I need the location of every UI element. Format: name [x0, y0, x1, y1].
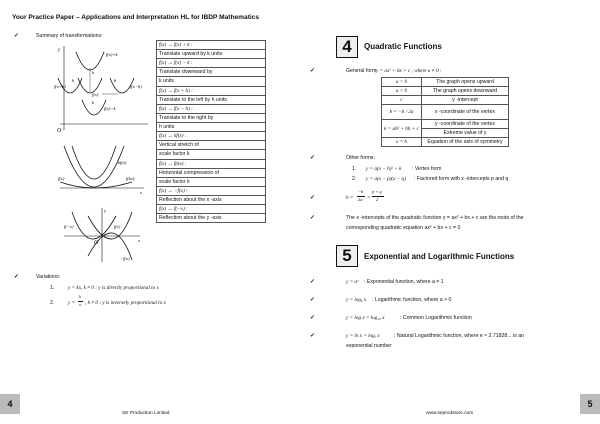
graph-label-f-x-2: f(x) — [58, 176, 65, 181]
page-number-left: 4 — [0, 394, 20, 414]
common-log-eq: y = log x = log₁₀ x — [346, 315, 385, 321]
other-form-text: : Vertex form — [412, 166, 442, 172]
graph-label-f-kx: f(kx) — [126, 176, 135, 181]
variation-lhs: y = — [68, 300, 76, 306]
graph-label-k-up: k — [92, 70, 95, 75]
transform-formula: f(x) → f(x + h) : — [157, 86, 266, 95]
transform-desc: Translate downward by — [157, 68, 266, 77]
graph-label-f-x: f(x) — [92, 92, 99, 97]
transform-formula: f(x) → f(x) + k : — [157, 41, 266, 50]
other-form-eq: y = a(x − h)² + k — [366, 166, 402, 172]
check-icon: ✓ — [310, 195, 316, 201]
transform-formula: f(x) → −f(x) : — [157, 186, 266, 195]
transform-desc: Reflection about the y -axis — [157, 214, 266, 223]
check-icon: ✓ — [310, 215, 316, 221]
transform-desc: scale factor k — [157, 150, 266, 159]
general-form-eq: y = ax² + bx + c , where a ≠ 0 : — [376, 68, 442, 74]
roots-line-1: The x -intercepts of the quadratic function y = ax² + bx + c are the roots of the — [346, 215, 524, 221]
h-formula-num1: −b — [358, 189, 364, 194]
common-log-text: : Common Logarithmic function — [400, 315, 472, 321]
log-eq: y = logₐ x — [346, 297, 367, 303]
graph-label-f-x-3: f(x) — [114, 224, 121, 229]
desc-cell: y -intercept — [422, 96, 509, 105]
graph-label-f-plus-k: f(x)+k — [106, 52, 118, 57]
y-axis-label: y — [58, 48, 61, 53]
graph-label-k-down: k — [92, 100, 95, 105]
variation-frac-den: x — [79, 302, 81, 307]
check-icon: ✓ — [310, 68, 316, 74]
transform-formula: f(x) → f(−x) : — [157, 205, 266, 214]
transform-formula: f(x) → f(x − h) : — [157, 104, 266, 113]
other-form-text: : Factored form with x -intercepts p and q — [414, 176, 509, 182]
graph-label-f-x-plus-h: f(x+h) — [54, 84, 66, 89]
other-form-eq: y = a(x − p)(x − q) — [366, 176, 406, 182]
variation-frac-num: k — [79, 294, 81, 299]
h-formula-eq: = — [367, 195, 371, 201]
exp-text: : Exponential function, where a ≠ 1 — [364, 279, 444, 285]
cond-cell: x = h — [382, 138, 422, 147]
transform-formula: f(x) → kf(x) : — [157, 132, 266, 141]
transform-desc: Translate to the left by h units — [157, 95, 266, 104]
transform-desc: Translate to the right by — [157, 113, 266, 122]
footer-left: SE Production Limited — [122, 411, 170, 416]
desc-cell: Equation of the axis of symmetry — [422, 138, 509, 147]
check-icon: ✓ — [310, 297, 316, 303]
summary-title: Summary of transformations: — [36, 33, 103, 39]
transform-formula: f(x) → f(kx) : — [157, 159, 266, 168]
exp-eq: y = aˣ — [346, 279, 359, 285]
other-forms-title: Other forms: — [346, 155, 375, 161]
transform-desc: Reflection about the x -axis — [157, 195, 266, 204]
page-number-right: 5 — [580, 394, 600, 414]
desc-cell: The graph opens upward — [422, 78, 509, 87]
desc-cell: Extreme value of y — [422, 129, 509, 138]
other-form-num: 2. — [352, 176, 357, 182]
cond-cell: a > 0 — [382, 78, 422, 87]
y-axis-label-3: y — [104, 208, 107, 213]
transform-desc: Horizontal compression of — [157, 168, 266, 177]
graph-label-neg-f-x: −f(x) — [120, 256, 130, 261]
check-icon: ✓ — [310, 279, 316, 285]
page-header: Your Practice Paper – Applications and Interpretation HL for IBDP Mathematics — [12, 14, 260, 21]
variations-title: Variations: — [36, 274, 61, 280]
variation-text: y = kx, k ≠ 0 : y is directly proportional to x — [68, 285, 159, 291]
footer-right: www.seprodstore.com — [426, 411, 474, 416]
desc-cell: The graph opens downward — [422, 87, 509, 96]
check-icon: ✓ — [310, 155, 316, 161]
transform-desc: k units — [157, 77, 266, 86]
translation-graph — [54, 44, 150, 134]
h-formula-lhs: h = — [346, 195, 354, 201]
graph-label-h-left: h — [72, 78, 75, 83]
transform-desc: Translate upward by k units — [157, 50, 266, 59]
section-number-box: 5 — [336, 245, 358, 267]
stretch-graph — [56, 142, 148, 194]
desc-cell: y -coordinate of the vertex — [422, 120, 509, 129]
natural-log-eq: y = ln x = logₑ x — [346, 333, 380, 339]
x-axis-label-3: x — [138, 238, 141, 243]
log-text: : Logarithmic function, where a > 0 — [372, 297, 452, 303]
transform-desc: scale factor k — [157, 177, 266, 186]
transform-desc: h units — [157, 122, 266, 131]
check-icon: ✓ — [14, 33, 20, 39]
graph-label-h-right: h — [114, 78, 117, 83]
reflection-graph — [60, 206, 144, 264]
origin-label: O — [57, 128, 62, 134]
x-axis-label-2: x — [140, 190, 143, 194]
roots-line-2: corresponding quadratic equation ax² + bx + c = 0 — [346, 225, 461, 231]
section-title: Quadratic Functions — [364, 42, 442, 51]
transform-formula: f(x) → f(x) − k : — [157, 59, 266, 68]
check-icon: ✓ — [310, 315, 316, 321]
desc-cell: x -coordinate of the vertex — [422, 105, 509, 120]
graph-label-kf-x: kf(x) — [118, 160, 127, 165]
variation-num: 1. — [50, 285, 55, 291]
quadratic-table — [381, 77, 509, 147]
cond-cell: c — [382, 96, 422, 105]
graph-label-f-minus-k: f(x)−k — [104, 106, 116, 111]
right-page — [300, 0, 600, 424]
section-number-box: 4 — [336, 36, 358, 58]
transform-desc: Vertical stretch of — [157, 141, 266, 150]
general-form-label: General form — [346, 68, 377, 74]
transformation-table — [156, 40, 266, 223]
graph-label-f-x-minus-h: f(x−h) — [130, 84, 142, 89]
natural-log-text: : Natural Logarithmic function, where e ≈ 2.71828... is an — [394, 333, 525, 339]
section-title: Exponential and Logarithmic Functions — [364, 252, 515, 261]
other-form-num: 1. — [352, 166, 357, 172]
check-icon: ✓ — [310, 333, 316, 339]
check-icon: ✓ — [14, 274, 20, 280]
cond-cell: h = −b / 2a — [382, 105, 422, 120]
natural-log-text-2: exponential number — [346, 343, 392, 349]
cond-cell: a < 0 — [382, 87, 422, 96]
h-formula-num2: p + q — [372, 189, 382, 194]
h-formula-den2: 2 — [376, 197, 379, 202]
graph-label-f-neg-x: f(−x) — [64, 224, 74, 229]
h-formula-den1: 2a — [358, 197, 363, 202]
variation-num: 2. — [50, 300, 55, 306]
origin-label-3: O — [94, 240, 99, 246]
variation-rest: , k ≠ 0 : y is inversely proportional to x — [85, 300, 166, 306]
cond-cell: k = ah² + bh + c — [382, 120, 422, 138]
